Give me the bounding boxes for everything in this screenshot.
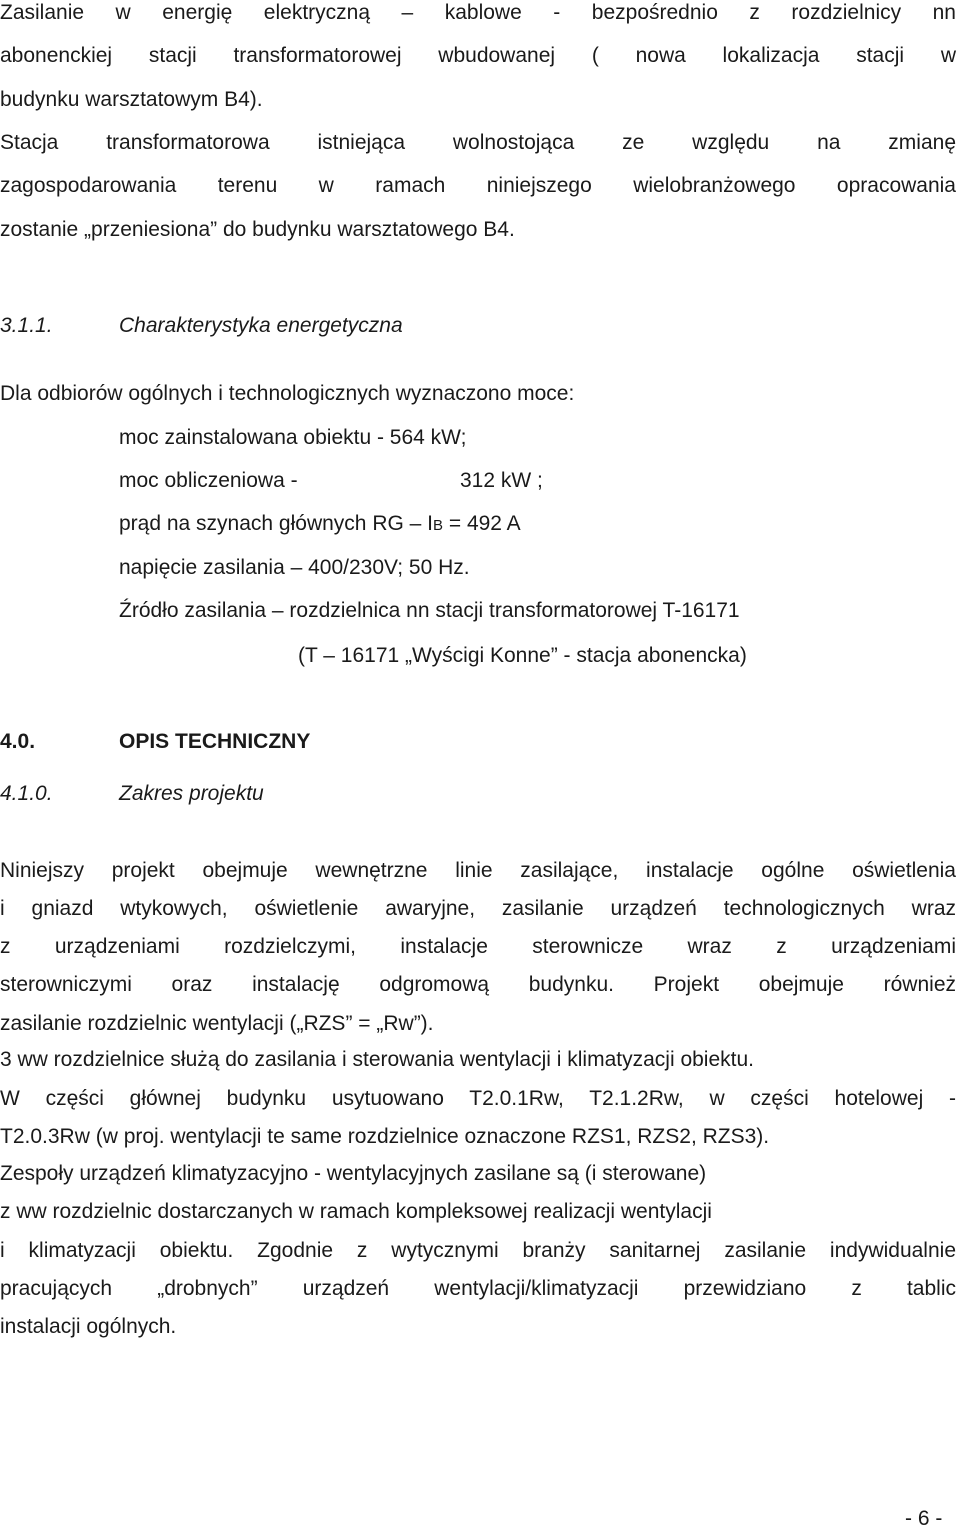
- supply-source: Źródło zasilania – rozdzielnica nn stacji transformatorowej T-16171: [119, 599, 740, 622]
- body-line-1: Niniejszy projekt obejmuje wewnętrzne linie zasilające, instalacje ogólne oświetlenia: [0, 859, 956, 882]
- intro-line-2: abonenckiej stacji transformatorowej wbudowanej ( nowa lokalizacja stacji w: [0, 44, 956, 67]
- body-line-10: z ww rozdzielnic dostarczanych w ramach kompleksowej realizacji wentylacji: [0, 1200, 712, 1223]
- intro-line-4: Stacja transformatorowa istniejąca wolnostojąca ze względu na zmianę: [0, 131, 956, 154]
- supply-voltage: napięcie zasilania – 400/230V; 50 Hz.: [119, 556, 470, 579]
- busbar-current-value: = 492 A: [443, 512, 521, 535]
- body-line-13: instalacji ogólnych.: [0, 1315, 177, 1338]
- page-number: - 6 -: [905, 1507, 943, 1530]
- power-calculated-label: moc obliczeniowa -: [119, 469, 298, 492]
- intro-line-5: zagospodarowania terenu w ramach niniejszego wielobranżowego opracowania: [0, 174, 956, 197]
- section-410-number: 4.1.0.: [0, 782, 53, 805]
- body-line-5: zasilanie rozdzielnic wentylacji („RZS” = „Rw”).: [0, 1012, 434, 1035]
- intro-line-6: zostanie „przeniesiona” do budynku warsztatowego B4.: [0, 218, 515, 241]
- intro-line-3: budynku warsztatowym B4).: [0, 88, 263, 111]
- body-line-4: sterowniczymi oraz instalację odgromową budynku. Projekt obejmuje również: [0, 973, 956, 996]
- busbar-current: [119, 513, 521, 534]
- section-40-number: 4.0.: [0, 730, 36, 753]
- body-line-6: 3 ww rozdzielnice służą do zasilania i sterowania wentylacji i klimatyzacji obiektu.: [0, 1048, 754, 1071]
- body-line-7: W części głównej budynku usytuowano T2.0.1Rw, T2.1.2Rw, w części hotelowej -: [0, 1087, 956, 1110]
- body-line-3: z urządzeniami rozdzielczymi, instalacje sterownicze wraz z urządzeniami: [0, 935, 956, 958]
- busbar-current-label: prąd na szynach głównych RG – I: [119, 512, 433, 535]
- body-line-8: T2.0.3Rw (w proj. wentylacji te same rozdzielnice oznaczone RZS1, RZS2, RZS3).: [0, 1125, 770, 1148]
- busbar-current-subscript: B: [433, 517, 444, 534]
- supply-source-station: (T – 16171 „Wyścigi Konne” - stacja abonencka): [298, 644, 747, 667]
- section-410-title: Zakres projektu: [119, 782, 264, 805]
- power-installed: moc zainstalowana obiektu - 564 kW;: [119, 426, 467, 449]
- body-line-2: i gniazd wtykowych, oświetlenie awaryjne, zasilanie urządzeń technologicznych wraz: [0, 897, 956, 920]
- body-line-12: pracujących „drobnych” urządzeń wentylacji/klimatyzacji przewidziano z tablic: [0, 1277, 956, 1300]
- section-311-lead: Dla odbiorów ogólnych i technologicznych wyznaczono moce:: [0, 382, 575, 405]
- section-311-number: 3.1.1.: [0, 314, 53, 337]
- intro-line-1: Zasilanie w energię elektryczną – kablowe - bezpośrednio z rozdzielnicy nn: [0, 1, 956, 24]
- body-line-11: i klimatyzacji obiektu. Zgodnie z wytycznymi branży sanitarnej zasilanie indywidualnie: [0, 1239, 956, 1262]
- section-40-title: OPIS TECHNICZNY: [119, 730, 311, 753]
- section-311-title: Charakterystyka energetyczna: [119, 314, 403, 337]
- body-line-9: Zespoły urządzeń klimatyzacyjno - wentylacyjnych zasilane są (i sterowane): [0, 1162, 707, 1185]
- power-calculated-value: 312 kW ;: [460, 469, 543, 492]
